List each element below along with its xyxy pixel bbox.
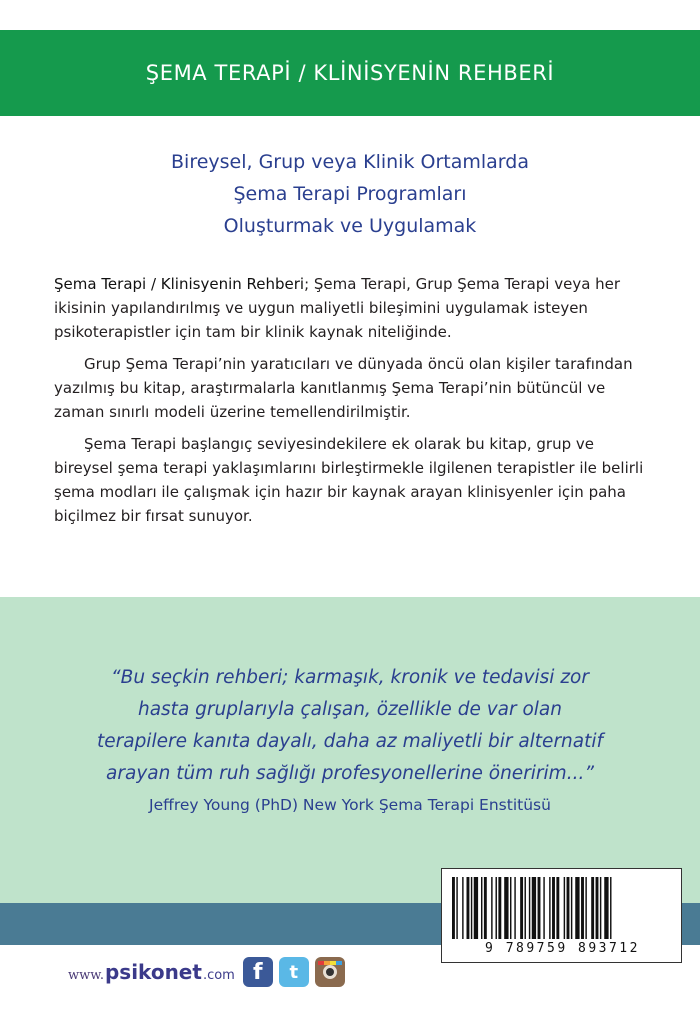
barcode-bar <box>481 877 482 939</box>
barcode-bar <box>591 877 594 939</box>
barcode-bar <box>610 877 611 939</box>
quote-line: “Bu seçkin rehberi; karmaşık, kronik ve tedavisi zor <box>111 667 589 688</box>
website-tld: .com <box>202 968 235 983</box>
barcode-bar <box>510 877 511 939</box>
subtitle-line: Oluşturmak ve Uygulamak <box>223 215 477 237</box>
barcode-bar <box>600 877 601 939</box>
description-paragraph: Şema Terapi başlangıç seviyesindekilere ek olarak bu kitap, grup ve bireysel şema terapi yaklaşımlarını birleştirmekle ilgilenen terapistler ile belirli şema modları ile çalışmak için hazır bir kaynak arayan klinisyenler için paha biçilmez bir fırsat sunuyor. <box>54 435 644 525</box>
publisher-website[interactable] <box>68 960 235 984</box>
barcode-bar <box>532 877 536 939</box>
description-paragraph: Grup Şema Terapi’nin yaratıcıları ve dünyada öncü olan kişiler tarafından yazılmış bu kitap, araştırmalarla kanıtlanmış Şema Terapi’nin bütüncül ve zaman sınırlı modeli üzerine temellendirilmiştir. <box>54 355 633 421</box>
barcode-bar <box>585 877 586 939</box>
barcode-bar <box>496 877 497 939</box>
isbn-barcode <box>441 868 682 963</box>
barcode-bar <box>491 877 492 939</box>
barcode-bar <box>581 877 584 939</box>
quote-author: Jeffrey Young (PhD) New York Şema Terapi Enstitüsü <box>149 796 551 814</box>
barcode-bar <box>462 877 463 939</box>
barcode-bar <box>543 877 544 939</box>
twitter-glyph: t <box>289 961 299 983</box>
barcode-bar <box>567 877 570 939</box>
barcode-bar <box>556 877 559 939</box>
quote-line: hasta gruplarıyla çalışan, özellikle de var olan <box>137 699 562 720</box>
barcode-bar <box>484 877 487 939</box>
barcode-bar <box>456 877 457 939</box>
barcode-bar <box>549 877 550 939</box>
barcode-bar <box>504 877 508 939</box>
facebook-glyph: f <box>253 959 263 985</box>
barcode-bar <box>564 877 565 939</box>
quote-line: arayan tüm ruh sağlığı profesyonellerine öneririm...” <box>106 763 594 784</box>
description-rest: ; Şema Terapi, Grup Şema Terapi veya her ikisinin yapılandırılmış ve uygun maliyetli bileşimini uygulamak isteyen psikoterapistler için tam bir klinik kaynak niteliğinde. <box>54 275 621 341</box>
facebook-icon[interactable] <box>243 957 273 987</box>
barcode-bar <box>538 877 541 939</box>
twitter-icon[interactable] <box>279 957 309 987</box>
barcode-bars <box>452 877 673 939</box>
barcode-bar <box>520 877 523 939</box>
endorsement-quote <box>60 662 640 790</box>
book-series-title: ŞEMA TERAPİ / KLİNİSYENİN REHBERİ <box>145 61 555 85</box>
instagram-icon[interactable] <box>315 957 345 987</box>
description-paragraph <box>54 272 654 344</box>
description-lead: Şema Terapi / Klinisyenin Rehberi <box>54 275 305 293</box>
subtitle-line: Bireysel, Grup veya Klinik Ortamlarda <box>171 151 529 173</box>
barcode-bar <box>471 877 472 939</box>
subtitle-line: Şema Terapi Programları <box>233 183 467 205</box>
book-subtitle <box>0 146 700 242</box>
publisher-footer <box>68 956 345 988</box>
description-text <box>54 272 654 536</box>
barcode-bar <box>596 877 599 939</box>
barcode-bar <box>571 877 572 939</box>
publisher-logo-text: psikonet <box>104 960 202 984</box>
social-icons <box>243 957 345 987</box>
barcode-bar <box>552 877 555 939</box>
barcode-bar <box>498 877 501 939</box>
barcode-bar <box>514 877 515 939</box>
quote-line: terapilere kanıta dayalı, daha az maliyetli bir alternatif <box>96 731 604 752</box>
barcode-bar <box>525 877 526 939</box>
isbn-number: 9 789759 893712 <box>485 941 640 956</box>
barcode-bar <box>604 877 608 939</box>
header-banner <box>0 30 700 116</box>
barcode-bar <box>452 877 455 939</box>
barcode-bar <box>474 877 478 939</box>
barcode-bar <box>467 877 470 939</box>
barcode-bar <box>575 877 579 939</box>
website-prefix: www. <box>68 968 104 983</box>
barcode-bar <box>529 877 530 939</box>
